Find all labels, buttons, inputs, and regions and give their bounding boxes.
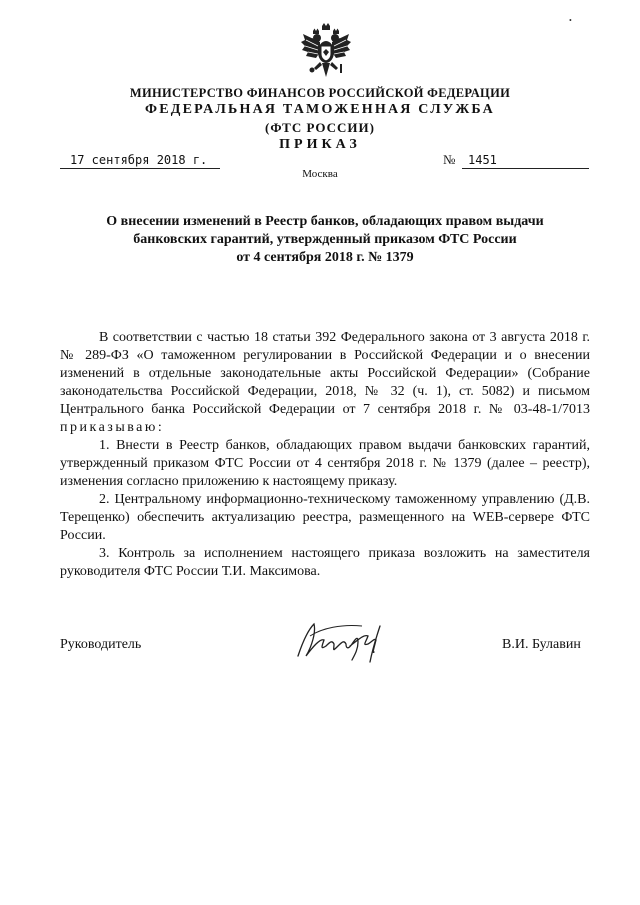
document-title xyxy=(60,213,590,267)
title-line-2: банковских гарантий, утвержденный приказом ФТС России xyxy=(133,232,517,247)
number-field xyxy=(462,152,589,169)
document-type: ПРИКАЗ xyxy=(279,137,361,152)
number-label: № xyxy=(443,152,456,167)
corner-mark: • xyxy=(569,16,572,25)
document-body xyxy=(60,329,590,581)
document-date: 17 сентября 2018 г. xyxy=(70,153,208,167)
item-3: 3. Контроль за исполнением настоящего приказа возложить на заместителя руководителя ФТС России Т.И. Максимова. xyxy=(60,546,590,579)
state-emblem-icon xyxy=(300,22,352,80)
intro-text: В соответствии с частью 18 статьи 392 Федерального закона от 3 августа 2018 г. № 289-ФЗ «О таможенном регулировании в Российской Федерации и о внесении изменений в отдельные законодательные акты Российской Федерации» (Собрание законодательства Российской Федерации, 2018, № 32 (ч. 1), ст. 5082) и письмом Центрального банка Российской Федерации от 7 сентября 2018 г. № 03-48-1/7013 xyxy=(60,330,590,417)
signature-image xyxy=(292,616,392,666)
date-field xyxy=(60,152,220,169)
document-number: 1451 xyxy=(468,153,497,167)
title-line-1: О внесении изменений в Реестр банков, обладающих правом выдачи xyxy=(106,214,544,229)
intro-paragraph xyxy=(60,329,590,437)
item-2: 2. Центральному информационно-техническому таможенному управлению (Д.В. Терещенко) обеспечить актуализацию реестра, размещенного на WEB-сервере ФТС России. xyxy=(60,492,590,543)
signatory-role: Руководитель xyxy=(60,637,142,652)
item-1: 1. Внести в Реестр банков, обладающих правом выдачи банковских гарантий, утвержденный приказом ФТС России от 4 сентября 2018 г. № 1379 (далее – реестр), изменения согласно приложению к настоящему приказу. xyxy=(60,438,590,489)
title-line-3: от 4 сентября 2018 г. № 1379 xyxy=(236,250,414,265)
order-word: приказываю: xyxy=(60,420,165,435)
service-abbreviation: (ФТС РОССИИ) xyxy=(265,120,375,135)
service-name: ФЕДЕРАЛЬНАЯ ТАМОЖЕННАЯ СЛУЖБА xyxy=(145,102,495,117)
ministry-name: МИНИСТЕРСТВО ФИНАНСОВ РОССИЙСКОЙ ФЕДЕРАЦИИ xyxy=(129,86,511,100)
signer-name: В.И. Булавин xyxy=(502,637,581,652)
city: Москва xyxy=(302,168,338,180)
